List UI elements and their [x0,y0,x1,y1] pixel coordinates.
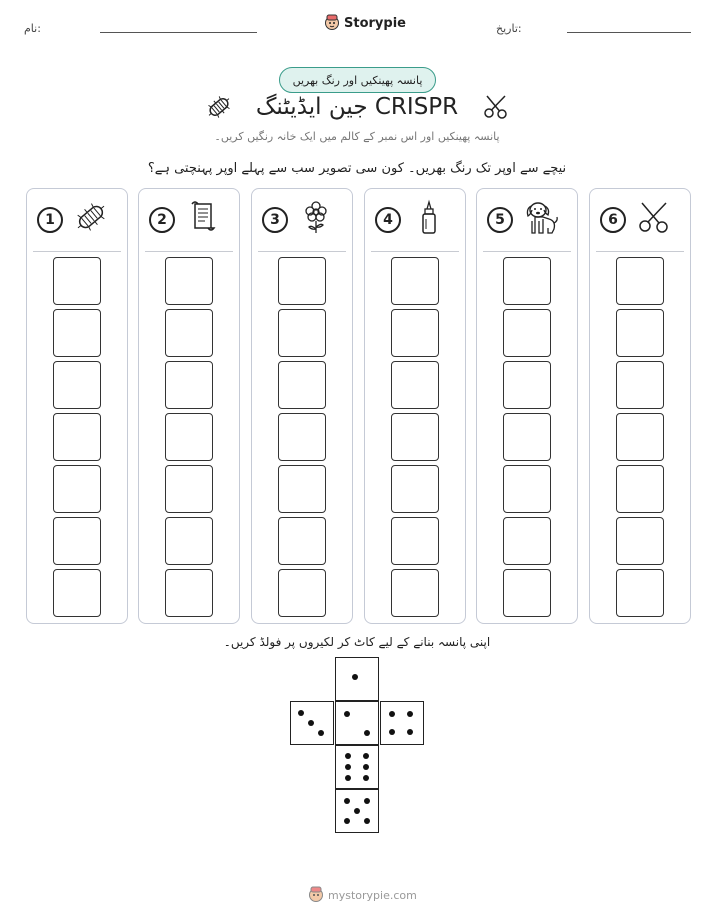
date-label: تاریخ: [496,22,522,35]
color-cell[interactable] [278,569,326,617]
color-cell[interactable] [53,257,101,305]
brand-name: Storypie [344,15,406,31]
fold-instruction: اپنی پانسہ بنانے کے لیے کاٹ کر لکیروں پر فولڈ کریں۔ [223,635,491,649]
color-cell[interactable] [616,569,664,617]
column-4 [364,188,466,624]
color-cell[interactable] [616,465,664,513]
color-cell[interactable] [53,413,101,461]
color-cell[interactable] [503,517,551,565]
color-cell[interactable] [391,257,439,305]
color-cell[interactable] [53,361,101,409]
column-divider [596,251,684,252]
column-2 [138,188,240,624]
column-number: 1 [37,207,63,233]
instruction-text: نیچے سے اوپر تک رنگ بھریں۔ کون سی تصویر سب سے پہلے اوپر پہنچتی ہے؟ [147,161,567,176]
bacteria-icon [205,93,233,121]
page-title: CRISPR جین ایڈیٹنگ [255,94,459,120]
column-header [27,189,127,251]
dice-face-1 [335,657,379,701]
column-divider [33,251,121,252]
page-subtitle: پانسہ پھینکیں اور اس نمبر کے کالم میں ایک خانہ رنگیں کریں۔ [214,130,500,143]
column-number: 6 [600,207,626,233]
flower-icon [298,199,334,235]
column-header [477,189,577,251]
scissors-icon [482,93,510,121]
color-cell[interactable] [165,517,213,565]
dice-face-5 [335,789,379,833]
dice-face-6 [335,745,379,789]
color-cell[interactable] [616,413,664,461]
scissors-icon [636,199,672,235]
column-number: 3 [262,207,288,233]
column-header [139,189,239,251]
color-cell[interactable] [616,361,664,409]
column-header [365,189,465,251]
column-5 [476,188,578,624]
color-cell[interactable] [278,257,326,305]
color-cell[interactable] [53,309,101,357]
column-3 [251,188,353,624]
footer [308,886,417,904]
column-divider [483,251,571,252]
color-cell[interactable] [165,361,213,409]
color-cell[interactable] [278,309,326,357]
color-cell[interactable] [165,257,213,305]
color-cell[interactable] [391,361,439,409]
dice-net [290,657,426,837]
color-cell[interactable] [165,309,213,357]
color-cell[interactable] [53,517,101,565]
color-cell[interactable] [503,413,551,461]
activity-pill: پانسہ پھینکیں اور رنگ بھریں [279,67,436,93]
storypie-mascot-icon [324,14,340,32]
color-cell[interactable] [278,413,326,461]
column-header [590,189,690,251]
name-label: نام: [24,22,41,35]
color-cell[interactable] [53,569,101,617]
color-cell[interactable] [503,309,551,357]
color-cell[interactable] [503,361,551,409]
color-cell[interactable] [53,465,101,513]
column-number: 4 [375,207,401,233]
dice-face-2 [335,701,379,745]
color-cell[interactable] [391,465,439,513]
puppy-icon [523,199,559,235]
column-divider [371,251,459,252]
column-1 [26,188,128,624]
dice-face-4 [380,701,424,745]
storypie-mascot-icon [308,886,324,904]
color-cell[interactable] [616,517,664,565]
color-cell[interactable] [165,569,213,617]
bacteria-icon [73,199,109,235]
footer-url: mystorypie.com [328,888,417,902]
color-cell[interactable] [503,257,551,305]
name-line[interactable] [100,32,257,33]
column-6 [589,188,691,624]
color-cell[interactable] [391,569,439,617]
column-divider [258,251,346,252]
color-cell[interactable] [165,465,213,513]
color-cell[interactable] [616,257,664,305]
color-cell[interactable] [616,309,664,357]
color-cell[interactable] [278,465,326,513]
dice-face-3 [290,701,334,745]
date-line[interactable] [567,32,691,33]
column-number: 5 [487,207,513,233]
color-cell[interactable] [503,569,551,617]
color-cell[interactable] [278,361,326,409]
column-header [252,189,352,251]
color-cell[interactable] [278,517,326,565]
color-cell[interactable] [391,517,439,565]
color-cell[interactable] [391,309,439,357]
scroll-icon [185,199,221,235]
color-cell[interactable] [503,465,551,513]
color-cell[interactable] [391,413,439,461]
color-cell[interactable] [165,413,213,461]
dropper-bottle-icon [411,199,447,235]
storypie-logo [324,12,406,34]
column-number: 2 [149,207,175,233]
column-divider [145,251,233,252]
